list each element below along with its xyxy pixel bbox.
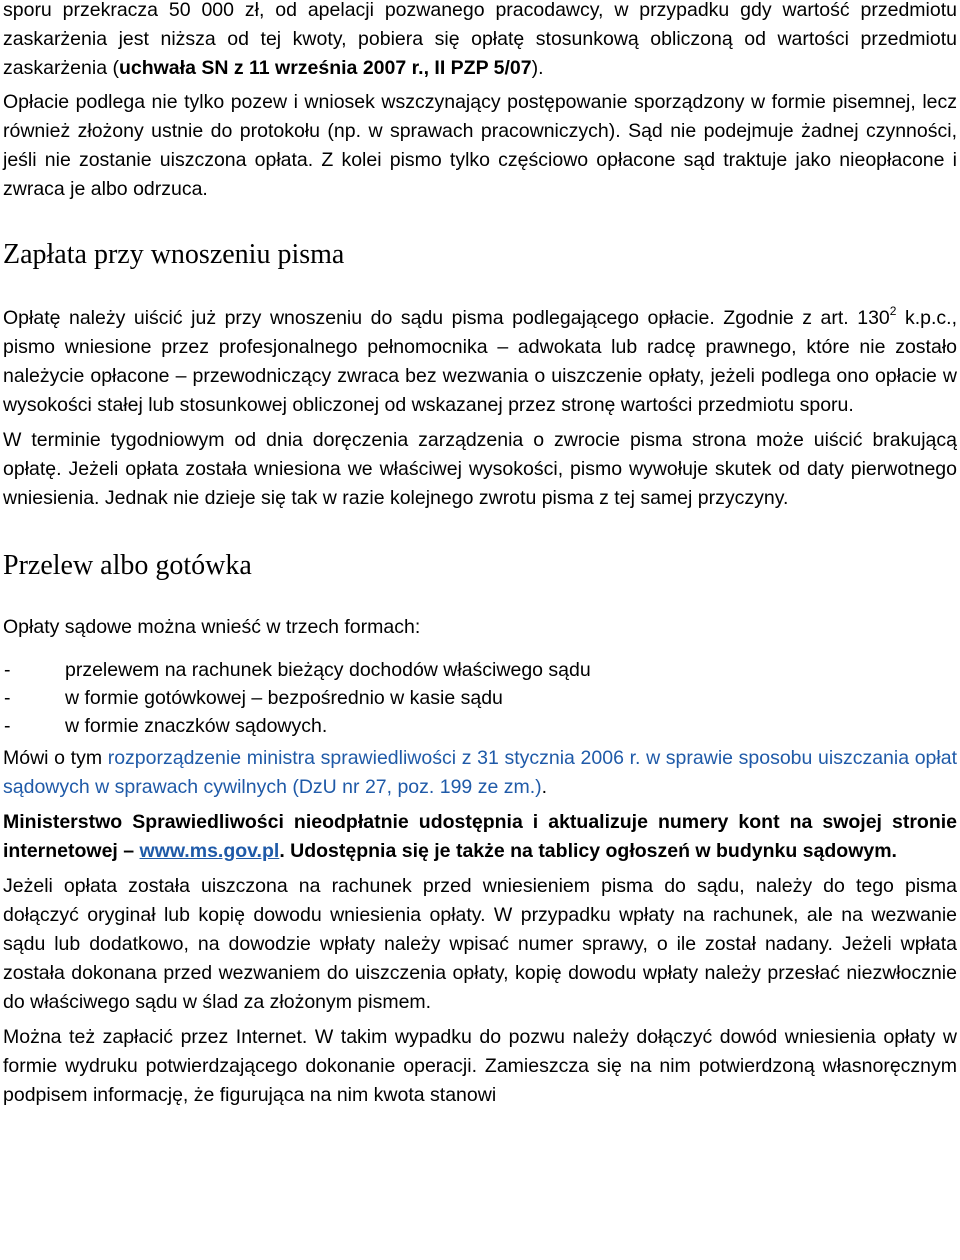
paragraph-oplacie: Opłacie podlega nie tylko pozew i wniosek wszczynający postępowanie sporządzony w formie pisemnej, lecz również złożony ustnie do protokołu (np. w sprawach pracowniczych). Sąd nie podejmuje żadnej czynności, jeśli nie zostanie uiszczona opłata. Z kolei pismo tylko częściowo opłacone sąd traktuje jako nieopłacone i zwraca je albo odrzuca. [3, 91, 957, 200]
intro-text: sporu przekracza 50 000 zł, od apelacji pozwanego pracodawcy, w przypadku gdy wartość przedmiotu zaskarżenia jest niższa od tej kwoty, pobiera się opłatę stosunkową obliczoną od wartości przedmiotu zaskarżenia ( [3, 0, 957, 79]
list-item [3, 684, 957, 712]
paragraph-termin: W terminie tygodniowym od dnia doręczenia zarządzenia o zwrocie pisma strona może uiścić brakującą opłatę. Jeżeli opłata została wniesiona we właściwej wysokości, pismo wywołuje skutek od daty pierwotnego wniesienia. Jednak nie dzieje się tak w razie kolejnego zwrotu pisma z tej samej przyczyny. [3, 429, 957, 509]
intro-text-end: ). [531, 57, 544, 79]
list-item-text: w formie znaczków sądowych. [65, 715, 328, 737]
ms-website-link[interactable]: www.ms.gov.pl [139, 840, 280, 862]
ministerstwo-text-end: . Udostępnia się je także na tablicy ogłoszeń w budynku sądowym. [279, 840, 897, 862]
paragraph-formy: Opłaty sądowe można wnieść w trzech formach: [3, 616, 421, 638]
paragraph-mowi [3, 744, 957, 802]
zaplata-text: Opłatę należy uiścić już przy wnoszeniu do sądu pisma podlegającego opłacie. Zgodnie z art. 130 [3, 307, 890, 329]
dash-bullet: - [4, 687, 11, 709]
section-heading-zaplata: Zapłata przy wnoszeniu pisma [3, 239, 345, 270]
list-item [3, 656, 957, 684]
section-heading-przelew: Przelew albo gotówka [3, 550, 252, 581]
paragraph-intro [3, 0, 957, 83]
list-item-text: przelewem na rachunek bieżący dochodów właściwego sądu [65, 659, 591, 681]
paragraph-zaplata [3, 304, 957, 420]
list-item [3, 712, 957, 740]
ministerstwo-text: Ministerstwo Sprawiedliwości nieodpłatnie udostępnia i aktualizuje numery kont na swojej stronie internetowej – [3, 811, 957, 862]
list-item-text: w formie gotówkowej – bezpośrednio w kasie sądu [65, 687, 503, 709]
mowi-text-end: . [541, 776, 548, 798]
paragraph-ministerstwo [3, 808, 957, 866]
intro-bold-resolution: uchwała SN z 11 września 2007 r. [118, 57, 424, 79]
mowi-text: Mówi o tym [3, 747, 108, 769]
regulation-link[interactable]: rozporządzenie ministra sprawiedliwości z 31 stycznia 2006 r. w sprawie sposobu uiszczania opłat sądowych w sprawach cywilnych (DzU nr 27, poz. 199 ze zm.) [3, 747, 957, 798]
dash-bullet: - [4, 715, 11, 737]
payment-forms-list [3, 656, 957, 740]
paragraph-internet: Można też zapłacić przez Internet. W takim wypadku do pozwu należy dołączyć dowód wniesienia opłaty w formie wydruku potwierdzającego dokonanie operacji. Zamieszcza się na nim potwierdzoną własnoręcznym podpisem informację, że figurująca na nim kwota stanowi [3, 1026, 957, 1106]
zaplata-text-cont: k.p.c., pismo wniesione przez profesjonalnego pełnomocnika – adwokata lub radcę prawnego, które nie zostało należycie opłacone – przewodniczący zwraca bez wezwania o uiszczenie opłaty, jeżeli podlega ono opłacie w wysokości stałej lub stosunkowej obliczonej od wskazanej przez stronę wartości przedmiotu sporu. [3, 307, 958, 416]
paragraph-jezeli: Jeżeli opłata została uiszczona na rachunek przed wniesieniem pisma do sądu, należy do tego pisma dołączyć oryginał lub kopię dowodu wniesienia opłaty. W przypadku wpłaty na rachunek, ale na wezwanie sądu lub dodatkowo, na dowodzie wpłaty należy wpisać numer sprawy, o ile został nadany. Jeżeli wpłata została dokonana przed wezwaniem do uiszczenia opłaty, kopię dowodu wpłaty należy przesłać niezwłocznie do właściwego sądu w ślad za złożonym pismem. [3, 875, 957, 1013]
dash-bullet: - [4, 659, 11, 681]
document-page [3, 0, 957, 1110]
article-superscript: 2 [889, 303, 897, 318]
intro-case-number: , II PZP 5/07 [423, 57, 532, 79]
